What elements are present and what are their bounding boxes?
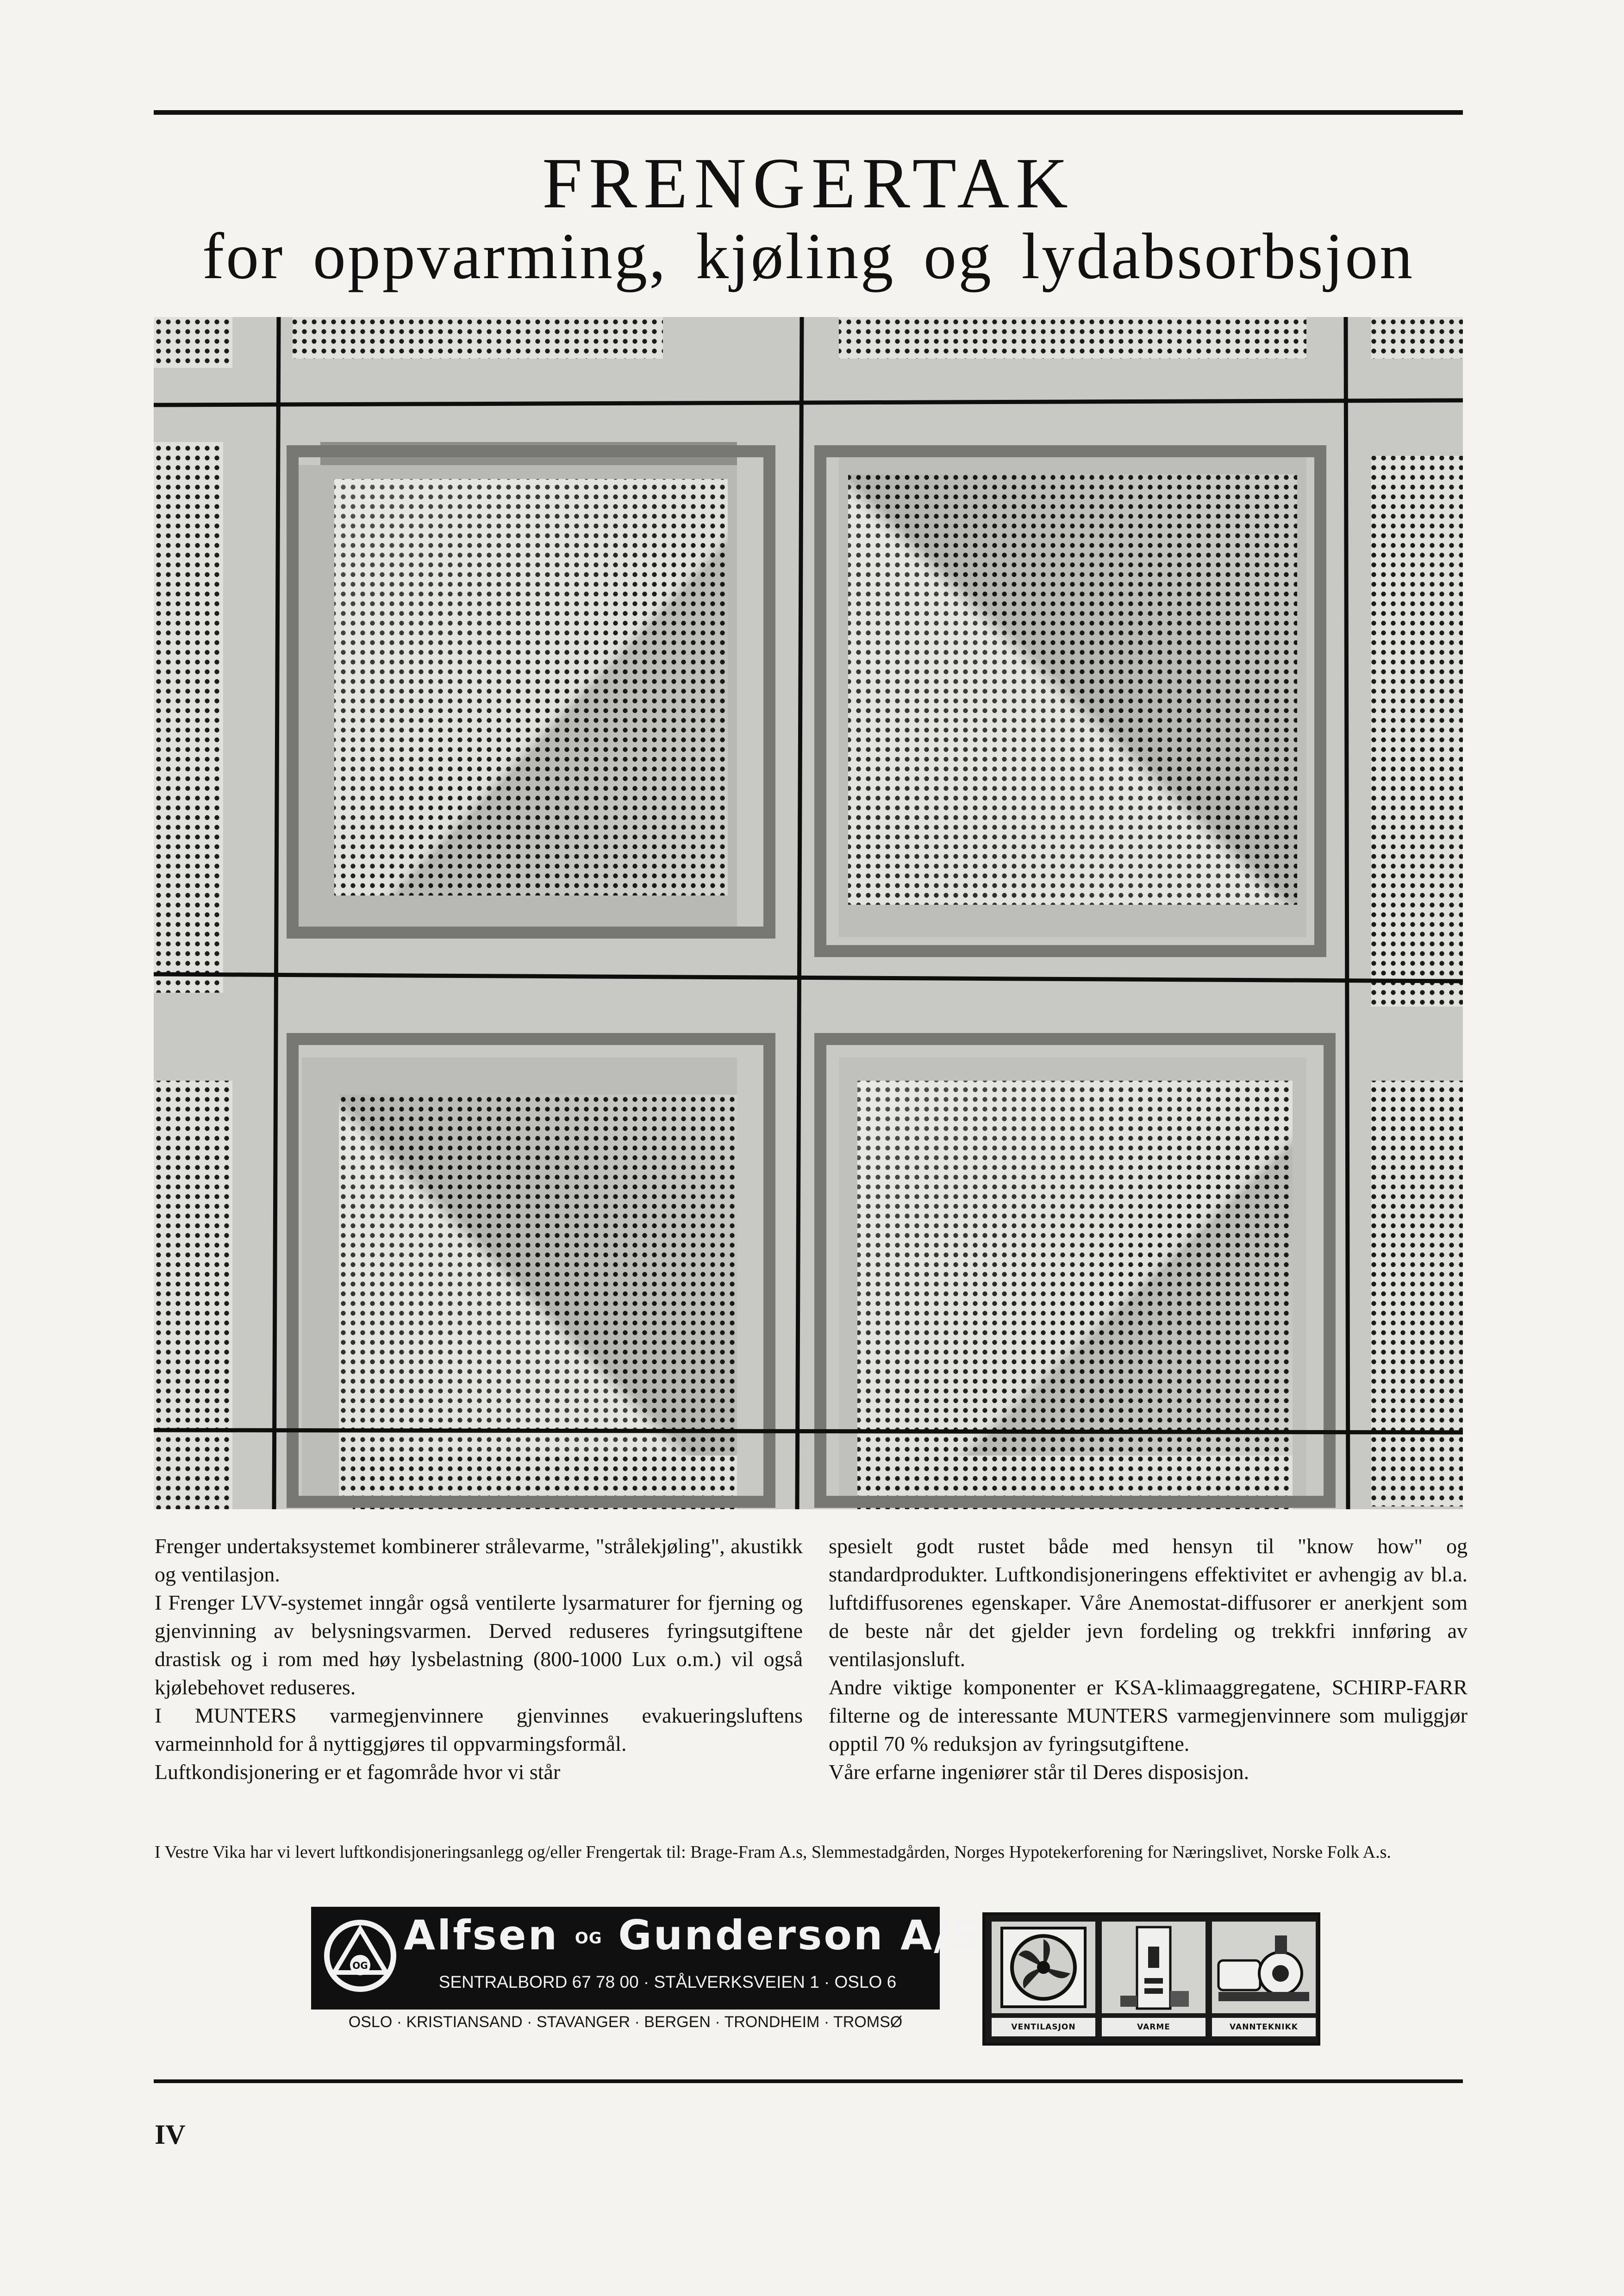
company-name-og: OG xyxy=(575,1929,602,1948)
body-paragraph: I Frenger LVV-systemet inngår også ventilerte lysarmaturer for fjerning og gjenvinning av belysningsvarmen. Derved reduseres fyringsutgiftene drastisk og i rom med høy lysbelastning (800-1000 Lux o.m.) vil også kjølebehovet reduseres. xyxy=(155,1591,803,1699)
pump-icon xyxy=(1212,1922,1316,2013)
references-text: I Vestre Vika har vi levert luftkondisjoneringsanlegg og/eller Frengertak til: Brage-Fram A.s, Slemmestadgården, Norges Hypotekerforening for Næringslivet, Norske Folk A.s. xyxy=(155,1842,1391,1862)
ceiling-panels-photo xyxy=(154,317,1463,1509)
body-text-right xyxy=(829,1532,1468,1786)
category-tile-ventilasjon xyxy=(992,1922,1095,2013)
bottom-rule xyxy=(154,2079,1463,2083)
company-name-part2: Gunderson xyxy=(618,1911,885,1959)
company-contact: SENTRALBORD 67 78 00 · STÅLVERKSVEIEN 1 · OSLO 6 xyxy=(438,1972,897,1991)
body-paragraph: Luftkondisjonering er et fagområde hvor vi står xyxy=(155,1760,561,1784)
ad-title: FRENGERTAK xyxy=(542,143,1074,223)
body-paragraph: spesielt godt rustet både med hensyn til "know how" og standardprodukter. Luftkondisjoneringens effektivitet er avhengig av bl.a. luftdiffusorenes egenskaper. Våre Anemostat-diffusorer er anerkjent som de beste når det gjelder jevn fordeling og trekkfri innføring av ventilasjonsluft. xyxy=(829,1534,1468,1671)
company-logo-block xyxy=(311,1907,982,2010)
page-number: IV xyxy=(155,2119,186,2150)
fan-icon xyxy=(992,1922,1095,2013)
category-label: VANNTEKNIKK xyxy=(1212,2018,1316,2036)
top-rule xyxy=(154,110,1463,115)
company-name-suffix: A/S xyxy=(900,1911,982,1959)
category-label: VENTILASJON xyxy=(992,2018,1095,2036)
body-text-left xyxy=(155,1532,803,1786)
references-note xyxy=(155,1841,1465,1863)
category-label: VARME xyxy=(1102,2018,1206,2036)
category-tile-vannteknikk xyxy=(1212,1922,1316,2013)
heater-icon xyxy=(1102,1922,1206,2013)
emblem-text: OG xyxy=(352,1960,368,1971)
body-paragraph: Våre erfarne ingeniører står til Deres disposisjon. xyxy=(829,1760,1249,1784)
company-name-part1: Alfsen xyxy=(404,1911,559,1959)
ad-subtitle: for oppvarming, kjøling og lydabsorbsjon xyxy=(202,219,1415,292)
body-paragraph: Andre viktige komponenter er KSA-klimaaggregatene, SCHIRP-FARR filterne og de interessante MUNTERS varmegjenvinnere som muliggjør opptil 70 % reduksjon av fyringsutgiftene. xyxy=(829,1675,1468,1755)
body-paragraph: I MUNTERS varmegjenvinnere gjenvinnes evakueringsluftens varmeinnhold for å nyttiggjøres til oppvarmingsformål. xyxy=(155,1704,803,1755)
category-icons-block xyxy=(982,1912,1320,2046)
category-tile-varme xyxy=(1102,1922,1206,2013)
body-paragraph: Frenger undertaksystemet kombinerer strålevarme, "strålekjøling", akustikk og ventilasjon. xyxy=(155,1534,803,1586)
company-name xyxy=(404,1911,982,1959)
company-emblem-icon xyxy=(321,1917,399,1995)
company-cities: OSLO · KRISTIANSAND · STAVANGER · BERGEN · TRONDHEIM · TROMSØ xyxy=(348,2013,903,2031)
